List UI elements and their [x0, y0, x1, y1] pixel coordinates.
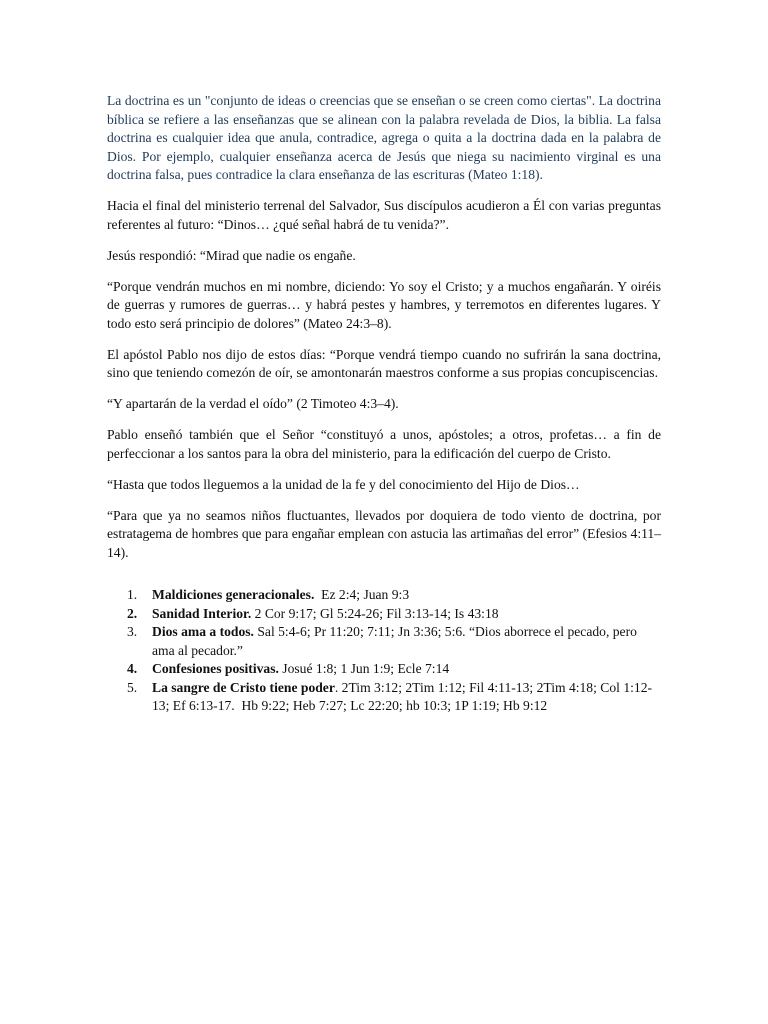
paragraph-pablo-efesios: Pablo enseñó también que el Señor “constituyó a unos, apóstoles; a otros, profetas… a fin de perfeccionar a los santos para la obra del ministerio, para la edificación del cuerpo de Cristo.	[107, 427, 661, 461]
list-item-refs: Ez 2:4; Juan 9:3	[314, 587, 410, 602]
list-item-refs: 2 Cor 9:17; Gl 5:24-26; Fil 3:13-14; Is 43:18	[251, 605, 499, 621]
paragraph-doctrine-definition: La doctrina es un "conjunto de ideas o creencias que se enseñan o se creen como ciertas". La doctrina bíblica se refiere a las enseñanzas que se alinean con la palabra revelada de Dios, la biblia. La falsa doctrina es cualquier idea que anula, contradice, agrega o quita a la doctrina dada en la palabra de Dios. Por ejemplo, cualquier enseñanza acerca de Jesús que niega su nacimiento virginal es una doctrina falsa, pues contradice la clara enseñanza de las escrituras (Mateo 1:18).	[107, 93, 661, 182]
paragraph-unidad-fe: “Hasta que todos lleguemos a la unidad de la fe y del conocimiento del Hijo de Dios…	[107, 476, 580, 492]
list-item-number: 5.	[127, 679, 138, 695]
paragraph-disciples-question: Hacia el final del ministerio terrenal del Salvador, Sus discípulos acudieron a Él con varias preguntas referentes al futuro: “Dinos… ¿qué señal habrá de tu venida?”.	[107, 198, 661, 232]
list-item-refs: Josué 1:8; 1 Jun 1:9; Ecle 7:14	[278, 661, 450, 676]
paragraph-pablo-timoteo: El apóstol Pablo nos dijo de estos días: “Porque vendrá tiempo cuando no sufrirán la sana doctrina, sino que teniendo comezón de oír, se amontonarán maestros conforme a sus propias concupiscencias.	[107, 346, 661, 380]
list-item-number: 3.	[127, 624, 138, 639]
list-item	[107, 586, 661, 605]
list-item	[107, 660, 661, 679]
list-item-title: La sangre de Cristo tiene poder	[152, 679, 335, 695]
paragraph-jesus-answer: Jesús respondió: “Mirad que nadie os engañe.	[107, 247, 356, 263]
list-item-title: Dios ama a todos.	[152, 624, 254, 639]
list-item	[107, 623, 661, 660]
paragraph-efesios-quote: “Para que ya no seamos niños fluctuantes, llevados por doquiera de todo viento de doctrina, por estratagema de hombres que para engañar emplean con astucia las artimañas del error” (Efesios 4:11–14).	[107, 507, 661, 560]
list-item-number: 1.	[127, 587, 138, 602]
list-item-number: 4.	[127, 661, 138, 676]
list-item-refs: . 2Tim 3:12; 2Tim 1:12; Fil 4:11-13; 2Tim 4:18; Col 1:12-13; Ef 6:13-17. Hb 9:22; Heb 7:27; Lc 22:20; hb 10:3; 1P 1:19; Hb 9:12	[152, 679, 653, 713]
list-item	[107, 679, 661, 716]
list-item	[107, 605, 661, 624]
paragraph-timoteo-quote: “Y apartarán de la verdad el oído” (2 Timoteo 4:3–4).	[107, 396, 399, 411]
list-item-refs: Sal 5:4-6; Pr 11:20; 7:11; Jn 3:36; 5:6. “Dios aborrece el pecado, pero ama al pecador.”	[152, 624, 641, 658]
document-page	[107, 92, 661, 716]
list-item-title: Sanidad Interior.	[152, 605, 252, 621]
list-item-number: 2.	[127, 605, 138, 621]
topics-list	[107, 586, 661, 716]
list-item-title: Confesiones positivas.	[152, 661, 279, 676]
paragraph-mateo-quote: “Porque vendrán muchos en mi nombre, diciendo: Yo soy el Cristo; y a muchos engañarán. Y oiréis de guerras y rumores de guerras… y habrá pestes y hambres, y terremotos en diferentes lugares. Y todo esto será principio de dolores” (Mateo 24:3–8).	[107, 278, 661, 331]
list-item-title: Maldiciones generacionales.	[152, 587, 315, 602]
